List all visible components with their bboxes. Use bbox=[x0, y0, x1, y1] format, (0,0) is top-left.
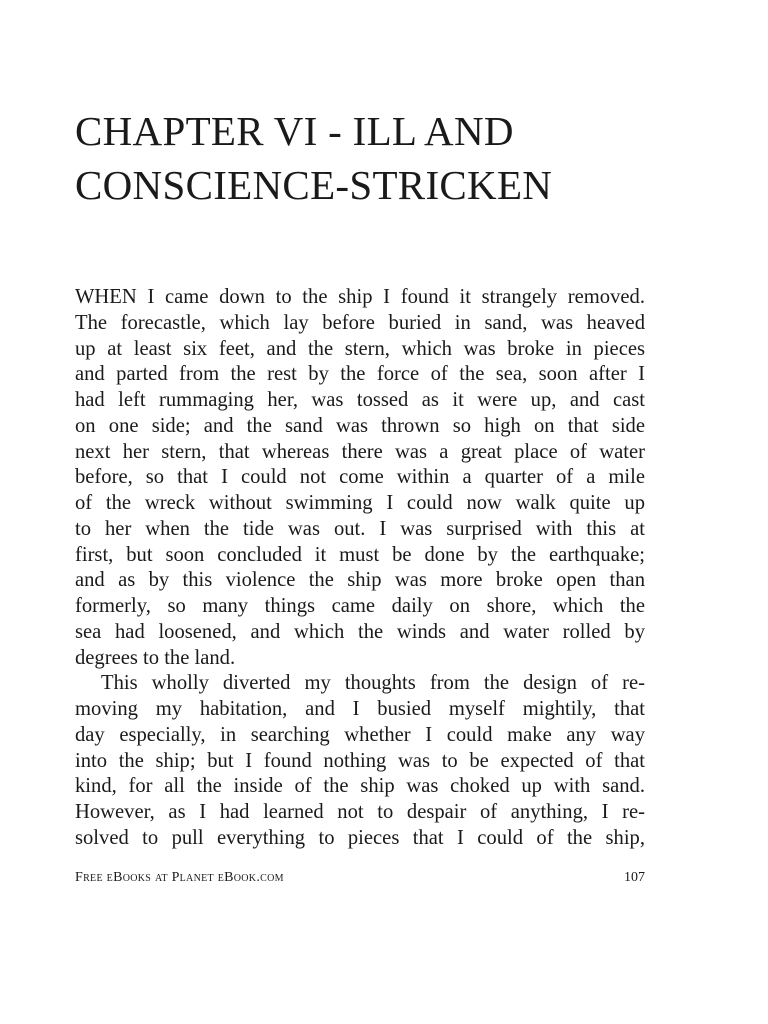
text-line: The forecastle, which lay before buried in sand, was heaved bbox=[75, 311, 645, 334]
text-line: sea had loosened, and which the winds and water rolled by bbox=[75, 620, 645, 643]
text-line: formerly, so many things came daily on shore, which the bbox=[75, 595, 645, 617]
text-line: moving my habitation, and I busied myself mightily, that bbox=[75, 698, 645, 720]
text-line: solved to pull everything to pieces that I could of the ship, bbox=[75, 826, 645, 849]
page-footer bbox=[75, 870, 645, 890]
text-line: This wholly diverted my thoughts from the design of re- bbox=[101, 672, 645, 695]
text-line: day especially, in searching whether I could make any way bbox=[75, 723, 645, 746]
body-text bbox=[75, 285, 645, 852]
text-line: next her stern, that whereas there was a great place of water bbox=[75, 440, 645, 463]
chapter-title-line: CHAPTER VI - ILL AND bbox=[75, 108, 514, 154]
text-line: into the ship; but I found nothing was to be expected of that bbox=[75, 749, 645, 772]
text-line: and parted from the rest by the force of the sea, soon after I bbox=[75, 363, 645, 386]
text-line: of the wreck without swimming I could now walk quite up bbox=[75, 492, 645, 514]
text-line: before, so that I could not come within a quarter of a mile bbox=[75, 466, 645, 489]
page-number: 107 bbox=[624, 870, 645, 885]
chapter-title-line: CONSCIENCE-STRICKEN bbox=[75, 162, 553, 208]
text-line: to her when the tide was out. I was surprised with this at bbox=[75, 517, 645, 540]
text-line: However, as I had learned not to despair of anything, I re- bbox=[75, 801, 645, 823]
chapter-title bbox=[75, 104, 695, 212]
footer-credit: Free eBooks at Planet eBook.com bbox=[75, 870, 284, 885]
text-line: on one side; and the sand was thrown so high on that side bbox=[75, 414, 645, 437]
text-line: kind, for all the inside of the ship was choked up with sand. bbox=[75, 775, 645, 798]
paragraph-2 bbox=[75, 671, 645, 851]
text-line: WHEN I came down to the ship I found it strangely removed. bbox=[75, 286, 645, 308]
text-line: and as by this violence the ship was more broke open than bbox=[75, 569, 645, 592]
text-line: first, but soon concluded it must be done by the earthquake; bbox=[75, 543, 645, 566]
text-line: degrees to the land. bbox=[75, 646, 236, 669]
text-line: up at least six feet, and the stern, which was broke in pieces bbox=[75, 337, 645, 360]
text-line: had left rummaging her, was tossed as it were up, and cast bbox=[75, 389, 645, 411]
paragraph-1 bbox=[75, 285, 645, 671]
